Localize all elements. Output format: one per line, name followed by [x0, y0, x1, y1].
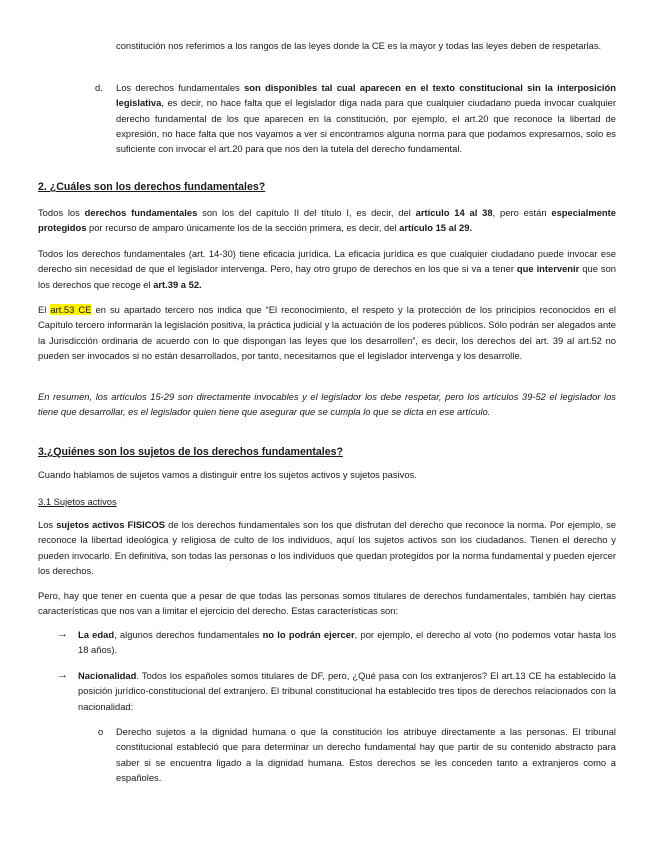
s2p1-bold-2: artículo 14 al 38 [415, 207, 493, 218]
section-3-paragraph-1 [38, 517, 616, 578]
s3p1-text-2: de los derechos fundamentales son los que disfrutan del derecho que reconoce la norma. Por ejemplo, se reconoce la libertad ideológica y religiosa de culto de los individuos, aquí los sujetos activos son los ciudadanos. Tienen el derecho y pueden invocarlo. En definitiva, son todas las personas o los individuos que quedan protegidos por la norma fundamental y pueden ejercer los derechos. [38, 519, 616, 576]
item-d-text-2: , es decir, no hace falta que el legislador diga nada para que cualquier ciudadano pueda invocar cualquier derecho fundamental de los que aparecen en la constitución, por ejemplo, el art.20 que reconoce la libertad de expresión, no hace falta que nos vayamos a ver si encontramos alguna norma para que podamos expresarnos, solo es suficiente con invocar el art.20 para que nos den la tutela del derecho fundamental. [116, 97, 616, 155]
s2p1-text-2: son los del capítulo II del título I, es decir, del [197, 207, 416, 218]
s2p1-text-1: Todos los [38, 207, 85, 218]
bullet-nac-text-1: . Todos los españoles somos titulares de DF, pero, ¿Qué pasa con los extranjeros? El art.13 CE ha establecido la posición jurídico-constitucional del extranjero. El tribunal constitucional ha establecido tres tipos de derechos relacionados con la nacionalidad: [78, 670, 616, 712]
section-3-paragraph-2: Pero, hay que tener en cuenta que a pesar de que todas las personas somos titulares de derechos fundamentales, también hay ciertas características que nos van a limitar el ejercicio del derecho. Estas características son: [38, 590, 616, 617]
section-3-heading: 3.¿Quiénes son los sujetos de los derechos fundamentales? [38, 446, 343, 458]
s2p1-text-3: , pero están [492, 207, 552, 218]
bullet-edad [78, 627, 616, 658]
s2p2-text-1: Todos los derechos fundamentales (art. 14-30) tiene eficacia jurídica. La eficacia jurídica es que cualquier ciudadano puede invocar ese derecho sin necesidad de que el legislador intervenga. Pero, hay otro grupo de derechos en los que si va a tener [38, 248, 616, 275]
s2p1-bold-4: artículo 15 al 29. [399, 222, 473, 234]
s2p1-bold-1: derechos fundamentales [84, 207, 198, 218]
item-d-text-1: Los derechos fundamentales [116, 82, 245, 93]
section-2-paragraph-1 [38, 205, 616, 236]
s2p1-bold-3: especialmente protegidos [38, 207, 616, 234]
bullet-nacionalidad [78, 668, 616, 714]
continued-paragraph [116, 38, 616, 53]
s3p1-bold-1: sujetos activos FISICOS [56, 519, 166, 530]
section-2-summary: En resumen, los artículos 15-29 son directamente invocables y el legislador los debe respetar, pero los artículos 39-52 el legislador los tiene que desarrollar, es el legislador quien tiene que asegurar que se cumpla lo que se dicta en ese artículo. [38, 391, 616, 418]
item-d-bold-1: son disponibles tal cual aparecen en el texto constitucional sin la interposición legislativa [116, 82, 616, 109]
s3p1-text-1: Los [38, 519, 57, 530]
list-item-d [116, 80, 616, 156]
s2p3-text-2: en su apartado tercero nos indica que “El reconocimiento, el respeto y la protección de los principios reconocidos en el Capítulo tercero informarán la legislación positiva, la práctica judicial y la actuación de los poderes públicos. Sólo podrán ser alegados ante la Jurisdicción ordinaria de acuerdo con lo que dispongan las leyes que los desarrollen”, es decir, los derechos del art. 39 al art.52 no pueden ser invocados si no están desarrollados, por tanto, necesitamos que el legislador intervenga y los desarrolle. [38, 304, 616, 361]
s2p2-bold-1: que intervenir [516, 263, 580, 275]
circle-bullet-icon: o [98, 726, 104, 737]
arrow-bullet-icon: → [57, 669, 68, 681]
arrow-bullet-icon: → [57, 628, 68, 640]
bullet-nac-bold-1: Nacionalidad [78, 670, 137, 681]
section-2-heading: 2. ¿Cuáles son los derechos fundamentales? [38, 181, 266, 193]
bullet-edad-bold-2: no lo podrán ejercer [262, 629, 355, 640]
s2p2-text-2: que son los derechos que recoge el [38, 263, 617, 290]
section-2-paragraph-2 [38, 246, 616, 292]
section-2-paragraph-3 [38, 302, 616, 363]
bullet-edad-bold-1: La edad [78, 629, 115, 640]
s2p1-text-4: por recurso de amparo únicamente los de la sección primera, es decir, del [86, 222, 400, 234]
s2p3-text-1: El [38, 304, 51, 315]
continued-text: constitución nos referimos a los rangos de las leyes donde la CE es la mayor y todas las leyes deben de respetarlas. [116, 40, 602, 51]
list-marker-d: d. [95, 82, 103, 93]
subsection-3-1-heading: 3.1 Sujetos activos [38, 496, 117, 507]
bullet-edad-text-1: , algunos derechos fundamentales [114, 629, 263, 640]
section-3-intro: Cuando hablamos de sujetos vamos a distinguir entre los sujetos activos y sujetos pasivos. [38, 469, 417, 480]
s2p2-bold-2: art.39 a 52. [153, 278, 202, 290]
sub-bullet-dignidad: Derecho sujetos a la dignidad humana o que la constitución los atribuye directamente a las personas. El tribunal constitucional estableció que para determinar un derecho fundamental hay que partir de su contenido abstracto para saber si se encuentra ligado a la dignidad humana. Estos derechos se les conceden tanto a extranjeros como a españoles. [116, 726, 616, 783]
highlighted-art-53: art.53 CE [50, 304, 92, 315]
bullet-edad-text-2: , por ejemplo, el derecho al voto (no podemos votar hasta los 18 años). [78, 629, 617, 656]
